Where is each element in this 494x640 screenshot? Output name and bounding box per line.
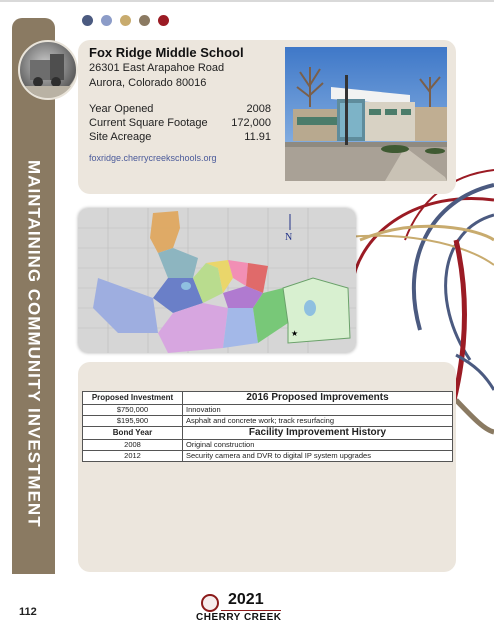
bond-year: 2008: [83, 440, 183, 451]
footer-year: 2021: [228, 591, 264, 608]
facility-history-header: Facility Improvement History: [183, 427, 453, 440]
stat-value: 11.91: [244, 131, 271, 143]
dot-red: [158, 15, 169, 26]
dot-taupe: [139, 15, 150, 26]
table-row: [83, 405, 453, 416]
district-seal-icon: [201, 594, 219, 612]
proposed-improvements-header: 2016 Proposed Improvements: [183, 392, 453, 405]
sidebar-title: MAINTAINING COMMUNITY INVESTMENT: [24, 160, 44, 528]
stat-label: Current Square Footage: [89, 117, 208, 129]
color-dots: [82, 15, 169, 26]
district-map: [78, 208, 356, 353]
stat-site-acreage: [89, 131, 271, 143]
table-row: [83, 440, 453, 451]
dot-navy: [82, 15, 93, 26]
school-name: Fox Ridge Middle School: [89, 45, 244, 60]
bond-year: 2012: [83, 451, 183, 462]
stat-square-footage: [89, 117, 271, 129]
table-header-row: [83, 427, 453, 440]
address-line2: Aurora, Colorado 80016: [89, 77, 207, 89]
improvement-description: Innovation: [183, 405, 453, 416]
dot-periwinkle: [101, 15, 112, 26]
cherry-creek-logo: [188, 589, 308, 629]
proposed-investment-header: Proposed Investment: [83, 392, 183, 405]
history-description: Original construction: [183, 440, 453, 451]
stat-year-opened: [89, 103, 271, 115]
svg-text:★: ★: [291, 329, 299, 338]
stat-value: 172,000: [231, 117, 271, 129]
investment-amount: $750,000: [83, 405, 183, 416]
history-description: Security camera and DVR to digital IP system upgrades: [183, 451, 453, 462]
table-row: [83, 416, 453, 427]
investment-amount: $195,900: [83, 416, 183, 427]
page-number: 112: [19, 606, 37, 618]
logo-rule: [221, 610, 281, 611]
improvement-description: Asphalt and concrete work; track resurfacing: [183, 416, 453, 427]
improvements-table: [82, 391, 453, 462]
table-header-row: [83, 392, 453, 405]
construction-photo: [18, 40, 78, 100]
stat-label: Site Acreage: [89, 131, 152, 143]
school-website-link[interactable]: foxridge.cherrycreekschools.org: [89, 153, 217, 163]
table-row: [83, 451, 453, 462]
stat-value: 2008: [246, 103, 271, 115]
school-building-photo: [285, 47, 447, 181]
dot-gold: [120, 15, 131, 26]
address-line1: 26301 East Arapahoe Road: [89, 62, 225, 74]
footer-org: CHERRY CREEK: [196, 612, 282, 623]
svg-text:N: N: [285, 232, 293, 243]
stat-label: Year Opened: [89, 103, 154, 115]
bond-year-header: Bond Year: [83, 427, 183, 440]
